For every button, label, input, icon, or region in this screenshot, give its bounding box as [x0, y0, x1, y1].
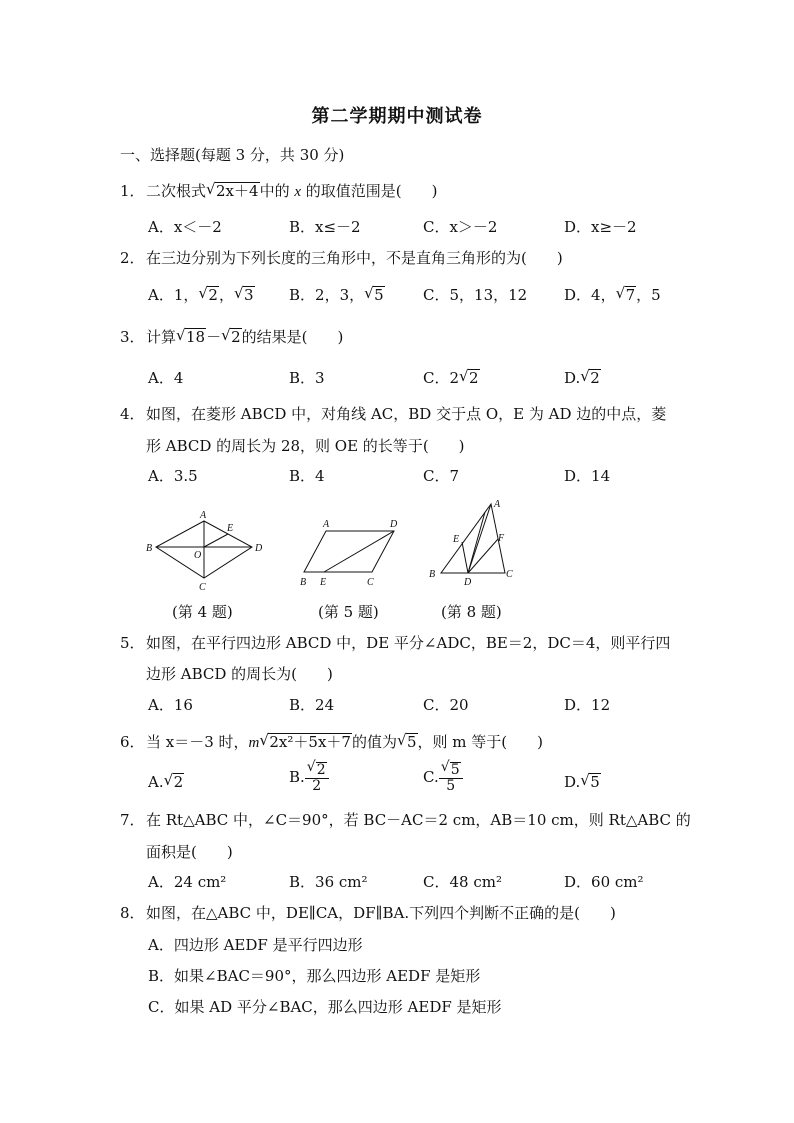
option-a[interactable]: A．24 cm² [148, 873, 227, 891]
question-7 [120, 811, 691, 829]
section-heading: 一、选择题(每题 3 分，共 30 分) [120, 146, 345, 164]
fig4-label-e: E [227, 523, 234, 534]
option-b[interactable]: B. √ 2 2 [289, 762, 329, 794]
option-b[interactable]: B．如果∠BAC＝90°，那么四边形 AEDF 是矩形 [148, 967, 481, 985]
question-text: 在 Rt△ABC 中，∠C＝90°，若 BC－AC＝2 cm，AB＝10 cm，则 Rt△ABC 的 [146, 811, 691, 829]
fig5-label-c: C [367, 577, 374, 588]
question-number: 1． [120, 182, 145, 200]
fig8-label-b: B [429, 569, 436, 580]
question-4 [120, 405, 666, 423]
option-a[interactable]: A．3.5 [148, 467, 198, 485]
question-1: 1．二次根式 √ 2x＋4中的 x 的取值范围是( ) [120, 180, 438, 200]
question-text: 当 x＝－3 时， [146, 733, 249, 751]
fig4-label-b: B [146, 543, 153, 554]
option-d[interactable]: D．x≥－2 [564, 218, 637, 236]
option-c[interactable]: C．如果 AD 平分∠BAC，那么四边形 AEDF 是矩形 [148, 998, 502, 1016]
question-3: 3．计算 √ 18－ √ 2的结果是( ) [120, 326, 344, 346]
sqrt-expression: √ 2x²＋5x＋7 [259, 731, 351, 751]
fig5-label-a: A [323, 519, 330, 530]
figure-8-caption: (第 8 题) [441, 603, 502, 621]
option-d[interactable]: D．12 [564, 696, 611, 714]
option-d[interactable]: D. √ 5 [564, 771, 600, 791]
figure-4-caption: (第 4 题) [172, 603, 233, 621]
option-a[interactable]: A．1， √ 2， √ 3 [148, 284, 254, 304]
option-b[interactable]: B．36 cm² [289, 873, 368, 891]
fig5-label-d: D [390, 519, 398, 530]
question-6: 6．当 x＝－3 时，m √ 2x²＋5x＋7的值为 √ 5，则 m 等于( ) [120, 731, 543, 751]
option-c[interactable]: C．2 √ 2 [423, 367, 479, 387]
question-text: 如图，在△ABC 中，DE∥CA，DF∥BA.下列四个判断不正确的是( ) [146, 904, 616, 922]
option-a[interactable]: A．16 [148, 696, 193, 714]
option-d[interactable]: D．14 [564, 467, 611, 485]
fig4-label-a: A [200, 510, 207, 521]
option-c[interactable]: C．5，13，12 [423, 286, 528, 304]
option-d[interactable]: D．4， √ 7，5 [564, 284, 661, 304]
question-4-line2: 形 ABCD 的周长为 28，则 OE 的长等于( ) [146, 437, 465, 455]
question-text: 如图，在菱形 ABCD 中，对角线 AC，BD 交于点 O，E 为 AD 边的中点，菱 [146, 405, 667, 423]
figure-8-triangle [425, 497, 520, 592]
option-d[interactable]: D. √ 2 [564, 367, 600, 387]
sqrt-expression: √ 18 [176, 326, 206, 346]
question-number: 4． [120, 405, 145, 423]
fig8-label-d: D [464, 577, 472, 588]
fig8-label-f: F [498, 533, 505, 544]
question-number: 3． [120, 328, 145, 346]
fig5-label-e: E [320, 577, 327, 588]
fig8-label-c: C [506, 569, 513, 580]
option-b[interactable]: B．4 [289, 467, 325, 485]
figure-5-parallelogram [292, 515, 412, 590]
option-b[interactable]: B．3 [289, 369, 325, 387]
question-text: 二次根式 [146, 182, 207, 200]
question-number: 6． [120, 733, 145, 751]
question-8 [120, 904, 616, 922]
option-b[interactable]: B．24 [289, 696, 335, 714]
page-title: 第二学期期中测试卷 [311, 106, 483, 127]
option-a[interactable]: A．四边形 AEDF 是平行四边形 [148, 936, 363, 954]
fig4-label-d: D [255, 543, 263, 554]
option-c[interactable]: C．20 [423, 696, 469, 714]
fig8-label-e: E [453, 534, 460, 545]
figure-4-rhombus [140, 500, 270, 595]
fig4-label-o: O [194, 550, 202, 561]
fig8-label-a: A [494, 499, 501, 510]
option-a[interactable]: A．4 [148, 369, 184, 387]
question-text: 如图，在平行四边形 ABCD 中，DE 平分∠ADC，BE＝2，DC＝4，则平行四 [146, 634, 671, 652]
option-a[interactable]: A. √ 2 [148, 771, 184, 791]
options-q6 [148, 759, 668, 804]
fig4-label-c: C [199, 582, 206, 593]
figure-5-caption: (第 5 题) [318, 603, 379, 621]
option-b[interactable]: B．x≤－2 [289, 218, 361, 236]
question-number: 2． [120, 249, 145, 267]
question-5 [120, 634, 670, 652]
question-5-line2: 边形 ABCD 的周长为( ) [146, 665, 333, 683]
question-2 [120, 249, 563, 267]
question-number: 8． [120, 904, 145, 922]
option-d[interactable]: D．60 cm² [564, 873, 644, 891]
option-b[interactable]: B．2，3， √ 5 [289, 284, 384, 304]
option-a[interactable]: A．x＜－2 [148, 218, 222, 236]
question-7-line2: 面积是( ) [146, 843, 233, 861]
option-c[interactable]: C．x＞－2 [423, 218, 498, 236]
sqrt-expression: √ 2x＋4 [206, 180, 259, 200]
option-c[interactable]: C．48 cm² [423, 873, 502, 891]
fig5-label-b: B [300, 577, 307, 588]
option-c[interactable]: C. √ 5 5 [423, 762, 463, 794]
question-number: 5． [120, 634, 145, 652]
question-text: 计算 [146, 328, 177, 346]
option-c[interactable]: C．7 [423, 467, 460, 485]
question-text: 在三边分别为下列长度的三角形中，不是直角三角形的为( ) [146, 249, 563, 267]
question-number: 7． [120, 811, 145, 829]
